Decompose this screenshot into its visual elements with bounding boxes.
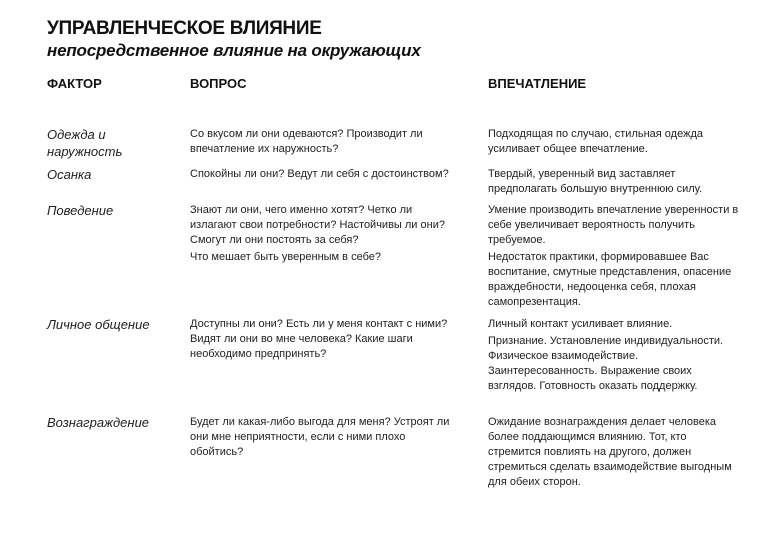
factor-line: Поведение [47, 203, 114, 218]
question-line: необходимо предпринять? [190, 348, 327, 360]
impression-line: взглядов. Готовность оказать поддержку. [488, 380, 698, 392]
factor-line: наружность [47, 144, 123, 159]
impression-line: стремиться сделать взаимодействие выгодным [488, 461, 732, 473]
row-2-impression-cell [488, 203, 738, 310]
impression-line: усиливает общее впечатление. [488, 143, 648, 155]
impression-line: Физическое взаимодействие. [488, 350, 639, 362]
row-2-factor-cell [47, 202, 113, 219]
question-line: Смогут ли они постоять за себя? [190, 234, 359, 246]
row-0-factor-cell [47, 126, 122, 160]
row-4-factor-cell [47, 414, 149, 431]
row-1-question-cell [190, 167, 449, 182]
row-0-impression-cell [488, 127, 703, 157]
question-line: Со вкусом ли они одеваются? Производит ли [190, 128, 423, 140]
question-line: Видят ли они во мне человека? Какие шаги [190, 333, 413, 345]
question-line: Знают ли они, чего именно хотят? Четко ли [190, 204, 413, 216]
row-1-impression-cell [488, 167, 702, 197]
row-3-factor-cell [47, 316, 150, 333]
question-line: Что мешает быть уверенным в себе? [190, 251, 381, 263]
question-line: они мне неприятности, если с ними плохо [190, 431, 406, 443]
question-line: Спокойны ли они? Ведут ли себя с достоинством? [190, 168, 449, 180]
row-1-factor-cell [47, 166, 91, 183]
question-line: Доступны ли они? Есть ли у меня контакт с ними? [190, 318, 448, 330]
impression-line: Недостаток практики, формировавшее Вас [488, 251, 709, 263]
impression-line: воспитание, смутные представления, опасение [488, 266, 732, 278]
page-title: УПРАВЛЕНЧЕСКОЕ ВЛИЯНИЕ [47, 18, 322, 39]
question-line: излагают свои потребности? Настойчивы ли они? [190, 219, 445, 231]
row-4-question-cell [190, 415, 449, 460]
impression-line: Ожидание вознаграждения делает человека [488, 416, 717, 428]
header-question: ВОПРОС [190, 76, 247, 91]
question-line: Будет ли какая-либо выгода для меня? Устроят ли [190, 416, 450, 428]
impression-line: стремится повлиять на другого, должен [488, 446, 692, 458]
header-factor: ФАКТОР [47, 76, 102, 91]
impression-line: Признание. Установление индивидуальности. [488, 335, 724, 347]
impression-line: требуемое. [488, 234, 546, 246]
row-3-question-cell [190, 317, 447, 362]
impression-line: себе увеличивает вероятность получить [488, 219, 695, 231]
factor-line: Одежда и [47, 127, 106, 142]
row-0-question-cell [190, 127, 423, 157]
question-line: впечатление их наружность? [190, 143, 339, 155]
impression-line: самопрезентация. [488, 296, 581, 308]
factor-line: Личное общение [47, 317, 150, 332]
page-subtitle: непосредственное влияние на окружающих [47, 41, 421, 60]
impression-line: враждебности, недооценка себя, плохая [488, 281, 696, 293]
header-impression: ВПЕЧАТЛЕНИЕ [488, 76, 587, 91]
impression-line: Заинтересованность. Выражение своих [488, 365, 692, 377]
impression-line: Личный контакт усиливает влияние. [488, 318, 673, 330]
impression-line: более поддающимся влиянию. Тот, кто [488, 431, 687, 443]
row-2-question-cell [190, 203, 445, 265]
impression-line: предполагать большую внутреннюю силу. [488, 183, 703, 195]
factor-line: Осанка [47, 167, 92, 182]
question-line: обойтись? [190, 446, 244, 458]
row-4-impression-cell [488, 415, 732, 490]
row-3-impression-cell [488, 317, 723, 394]
factor-line: Вознаграждение [47, 415, 150, 430]
impression-line: Подходящая по случаю, стильная одежда [488, 128, 703, 140]
impression-line: Умение производить впечатление уверенности в [488, 204, 739, 216]
impression-line: Твердый, уверенный вид заставляет [488, 168, 676, 180]
impression-line: для обеих сторон. [488, 476, 581, 488]
